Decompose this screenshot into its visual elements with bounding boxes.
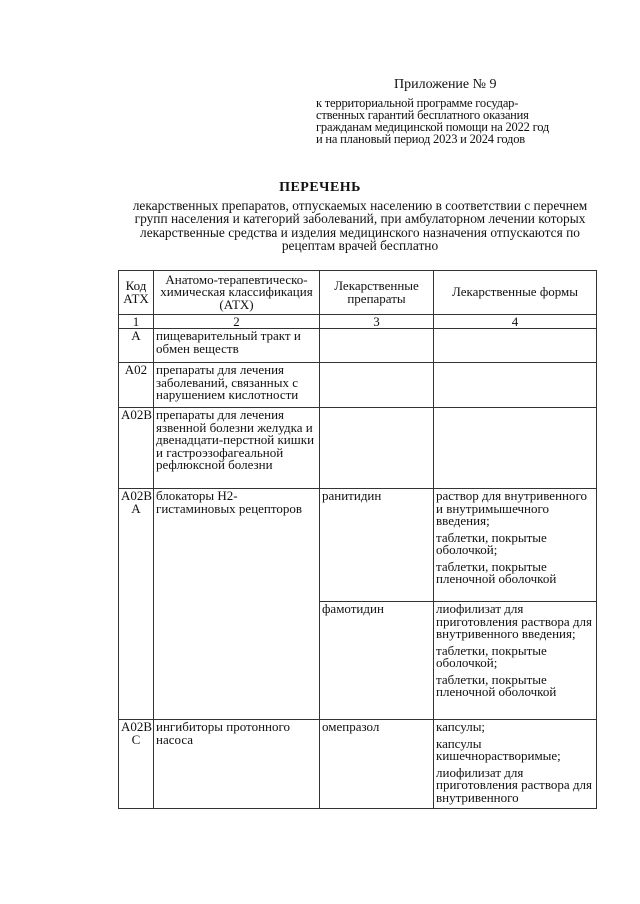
atc-name: ингибиторы протонного насоса bbox=[154, 720, 320, 809]
table-row bbox=[119, 363, 597, 408]
drug-name: омепразол bbox=[320, 720, 434, 809]
table-row bbox=[119, 329, 597, 363]
column-number: 2 bbox=[154, 315, 320, 329]
appendix-line: и на плановый период 2023 и 2024 годов bbox=[316, 132, 525, 146]
atc-code: A bbox=[119, 329, 154, 363]
dosage-form: таблетки, покрытые оболочкой; bbox=[436, 529, 547, 557]
table-row bbox=[119, 408, 597, 489]
header-forms: Лекарственные формы bbox=[434, 271, 597, 315]
drug-name: фамотидин bbox=[320, 602, 434, 720]
drug-list-table bbox=[118, 270, 597, 809]
appendix-line: гражданам медицинской помощи на 2022 год bbox=[316, 120, 550, 134]
document-title: ПЕРЕЧЕНЬ bbox=[279, 180, 361, 195]
dosage-form: капсулы; bbox=[436, 719, 486, 734]
appendix-subtitle bbox=[316, 97, 586, 145]
atc-name: пищеварительный тракт и обмен веществ bbox=[154, 329, 320, 363]
atc-code: A02B A bbox=[119, 489, 154, 720]
table-row bbox=[119, 720, 597, 809]
dosage-form: лиофилизат для приготовления раствора для внутривенного введения; bbox=[436, 601, 592, 641]
column-number: 3 bbox=[320, 315, 434, 329]
document-subtitle: лекарственных препаратов, отпускаемых населению в соответствии с перечнем групп населения и категорий заболеваний, при амбулаторном лечении которых лекарственные средства и изделия медицинского назначения отпускаются по рецептам врачей бесплатно bbox=[132, 198, 588, 254]
appendix-title: Приложение № 9 bbox=[394, 77, 497, 92]
column-number-row bbox=[119, 315, 597, 329]
header-code: Код АТХ bbox=[119, 271, 154, 315]
column-number: 4 bbox=[434, 315, 597, 329]
dosage-form: таблетки, покрытые пленочной оболочкой bbox=[436, 558, 557, 586]
dosage-form: капсулы кишечнорастворимые; bbox=[436, 735, 561, 763]
forms-cell bbox=[434, 363, 597, 408]
forms-cell bbox=[434, 602, 597, 720]
forms-cell bbox=[434, 720, 597, 809]
dosage-form: таблетки, покрытые оболочкой; bbox=[436, 642, 547, 670]
atc-name: препараты для лечения заболеваний, связанных с нарушением кислотности bbox=[154, 363, 320, 408]
drug-cell bbox=[320, 329, 434, 363]
forms-cell bbox=[434, 408, 597, 489]
column-number: 1 bbox=[119, 315, 154, 329]
table-row bbox=[119, 489, 597, 602]
header-drugs: Лекарственные препараты bbox=[320, 271, 434, 315]
atc-code: A02 bbox=[119, 363, 154, 408]
atc-code: A02B bbox=[119, 408, 154, 489]
atc-code: A02B C bbox=[119, 720, 154, 809]
forms-cell bbox=[434, 329, 597, 363]
atc-name: блокаторы Н2-гистаминовых рецепторов bbox=[154, 489, 320, 720]
drug-cell bbox=[320, 408, 434, 489]
dosage-form: таблетки, покрытые пленочной оболочкой bbox=[436, 671, 557, 699]
header-row bbox=[119, 271, 597, 315]
drug-cell bbox=[320, 363, 434, 408]
dosage-form: лиофилизат для приготовления раствора для внутривенного bbox=[436, 764, 592, 805]
dosage-form: раствор для внутривенного и внутримышечного введения; bbox=[436, 488, 587, 528]
forms-cell bbox=[434, 489, 597, 602]
drug-name: ранитидин bbox=[320, 489, 434, 602]
appendix-line: ственных гарантий бесплатного оказания bbox=[316, 108, 529, 122]
atc-name: препараты для лечения язвенной болезни желудка и двенадцати-перстной кишки и гастроэзофагеальной рефлюксной болезни bbox=[154, 408, 320, 489]
appendix-line: к территориальной программе государ- bbox=[316, 96, 519, 110]
header-atc: Анатомо-терапевтическо-химическая классификация (АТХ) bbox=[154, 271, 320, 315]
